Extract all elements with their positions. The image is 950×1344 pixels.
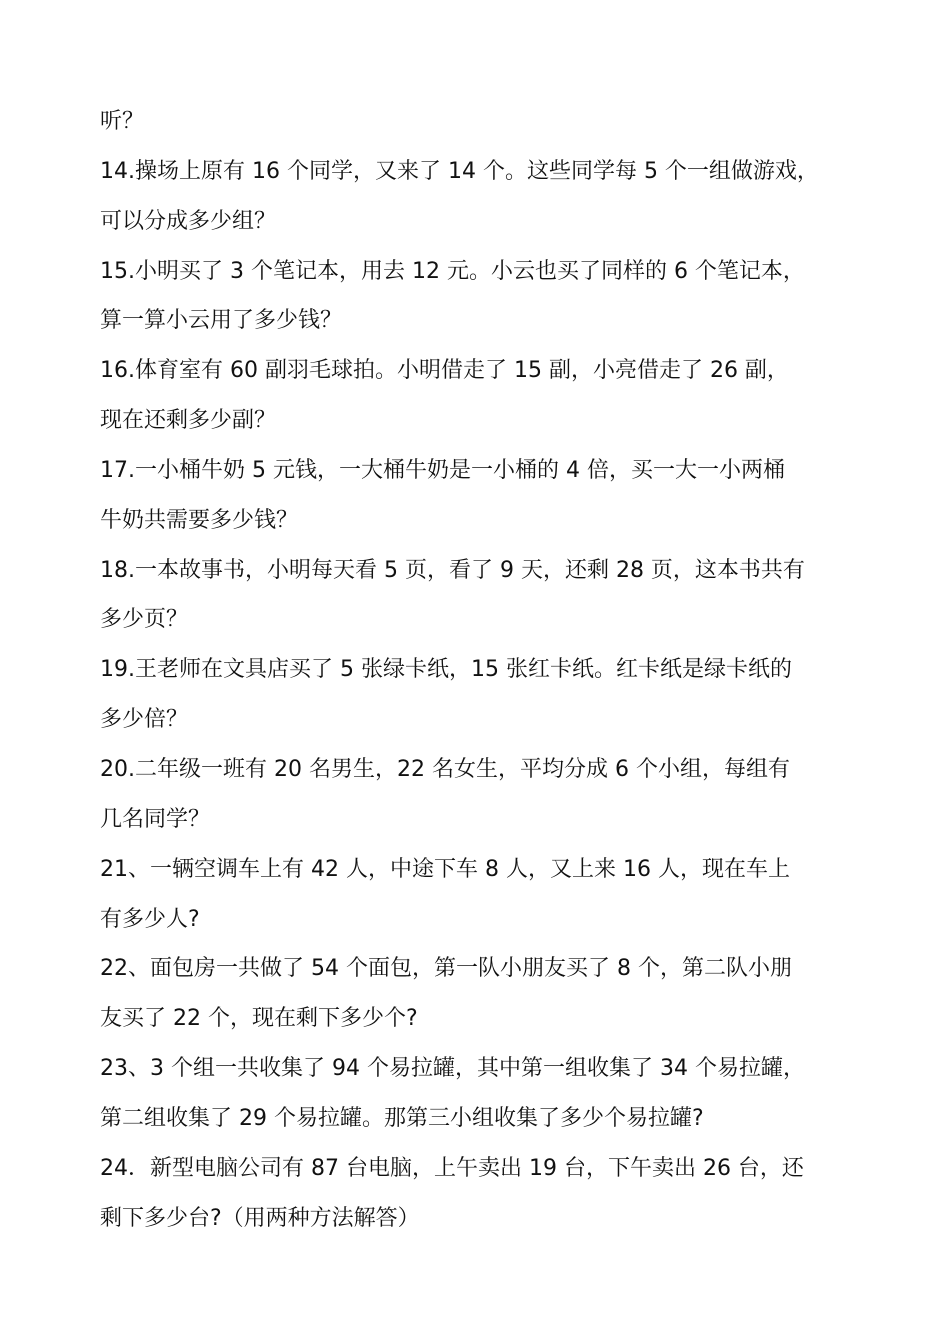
text-line: 有多少人? [100, 906, 200, 932]
text-line: 现在还剩多少副？ [100, 408, 277, 434]
text-line: 20.二年级一班有 20 名男生，22 名女生，平均分成 6 个小组，每组有 [100, 756, 790, 782]
problem-list [100, 97, 880, 1243]
text-line: 22、面包房一共做了 54 个面包，第一队小朋友买了 8 个，第二队小朋 [100, 956, 792, 982]
text-line: 14.操场上原有 16 个同学，又来了 14 个。这些同学每 5 个一组做游戏， [100, 158, 819, 184]
text-line: 听？ [100, 109, 145, 134]
text-line: 剩下多少台?（用两种方法解答） [100, 1205, 420, 1231]
text-line: 24．新型电脑公司有 87 台电脑，上午卖出 19 台，下午卖出 26 台，还 [100, 1155, 804, 1181]
text-line: 第二组收集了 29 个易拉罐。那第三小组收集了多少个易拉罐? [100, 1105, 704, 1131]
text-line: 友买了 22 个，现在剩下多少个? [100, 1006, 418, 1032]
text-line: 18.一本故事书，小明每天看 5 页，看了 9 天，还剩 28 页，这本书共有 [100, 557, 805, 583]
text-line: 算一算小云用了多少钱？ [100, 308, 343, 334]
text-line: 15.小明买了 3 个笔记本，用去 12 元。小云也买了同样的 6 个笔记本， [100, 258, 805, 284]
text-line: 16.体育室有 60 副羽毛球拍。小明借走了 15 副，小亮借走了 26 副， [100, 358, 789, 384]
text-line: 21、一辆空调车上有 42 人，中途下车 8 人，又上来 16 人，现在车上 [100, 856, 790, 882]
text-line: 几名同学？ [100, 806, 211, 832]
text-line: 牛奶共需要多少钱？ [100, 507, 299, 533]
text-line: 19.王老师在文具店买了 5 张绿卡纸，15 张红卡纸。红卡纸是绿卡纸的 [100, 657, 792, 683]
text-line: 23、3 个组一共收集了 94 个易拉罐，其中第一组收集了 34 个易拉罐， [100, 1056, 805, 1082]
text-line: 多少倍？ [100, 707, 189, 733]
text-line: 多少页？ [100, 607, 189, 633]
text-line: 可以分成多少组？ [100, 208, 277, 234]
text-line: 17.一小桶牛奶 5 元钱，一大桶牛奶是一小桶的 4 倍，买一大一小两桶 [100, 457, 785, 483]
